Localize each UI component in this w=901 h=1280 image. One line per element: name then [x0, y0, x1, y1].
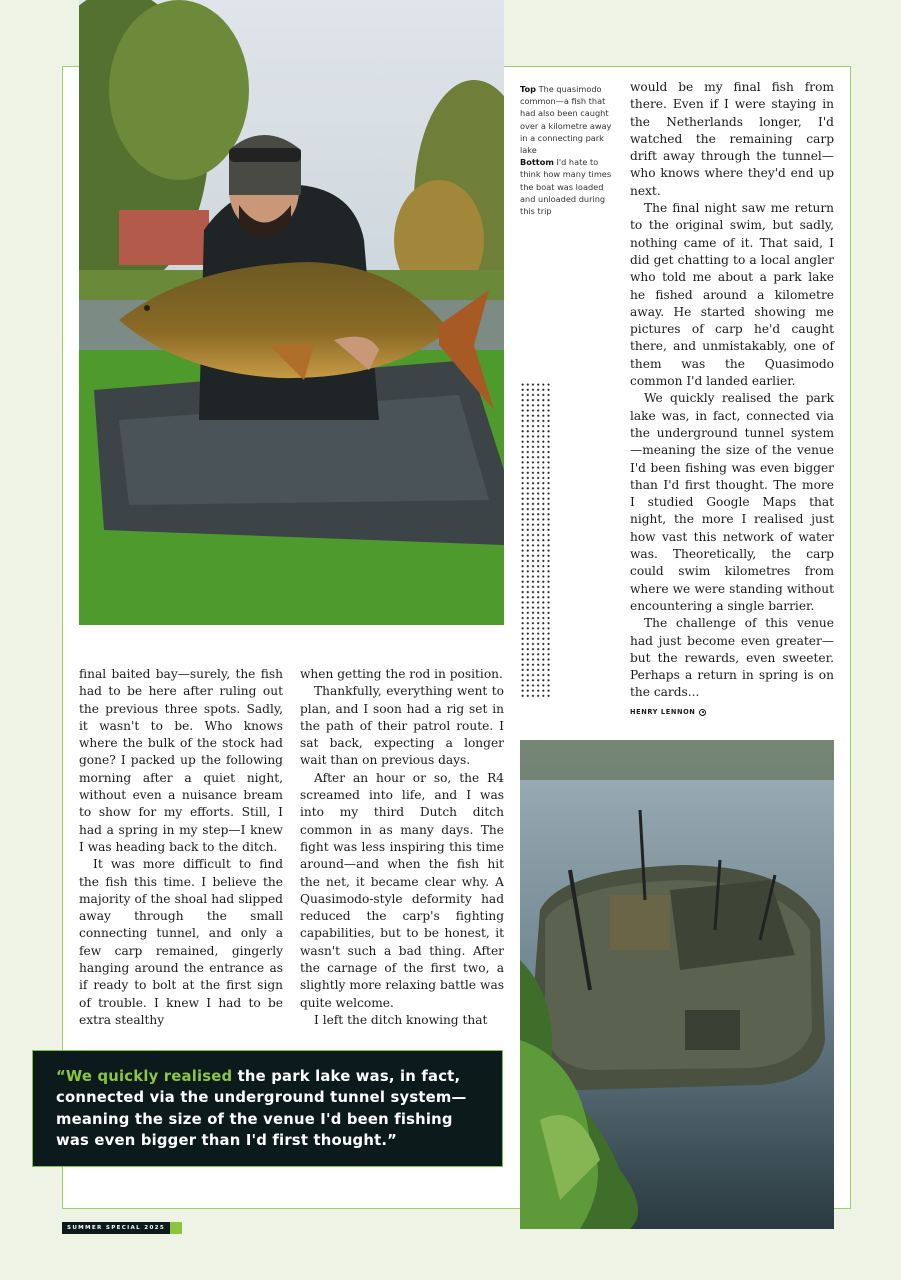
decorative-dot-grid: [520, 382, 552, 698]
photo-angler-with-carp: [79, 0, 504, 625]
issue-label: SUMMER SPECIAL 2025: [62, 1222, 170, 1234]
paragraph: The final night saw me return to the original swim, but sadly, nothing came of it. That said, I did get chatting to a local angler who told me about a park lake he fished around a kilometre away. He started showing me pictures of carp he'd caught there, and unmistakably, one of them was the Quasimodo common I'd landed earlier.: [630, 201, 834, 389]
caption-bottom-label: Bottom: [520, 157, 554, 168]
pull-quote: [32, 1050, 503, 1167]
caption-top-text: The quasimodo common—a fish that had also been caught over a kilometre away in a connecting park lake: [520, 84, 612, 156]
caption-bottom-text: I'd hate to think how many times the boat was loaded and unloaded during this trip: [520, 157, 612, 217]
pull-quote-text: the park lake was, in fact, connected via the underground tunnel system—meaning the size of the venue I'd been fishing was even bigger than I'd first thought.”: [56, 1068, 467, 1150]
photo-loaded-boat: [520, 740, 834, 1229]
article-column-3: [630, 79, 834, 721]
paragraph: when getting the rod in position.: [300, 667, 503, 681]
paragraph: The challenge of this venue had just become even greater—but the rewards, even sweeter. Perhaps a return in spring is on the cards...: [630, 616, 834, 700]
caption-top-label: Top: [520, 84, 536, 94]
end-mark-icon: [699, 709, 706, 716]
paragraph: I left the ditch knowing that: [314, 1012, 488, 1027]
paragraph: Thankfully, everything went to plan, and I soon had a rig set in the path of their patrol route. I sat back, expecting a longer wait than on previous days.: [300, 684, 504, 768]
pull-quote-highlight: “We quickly realised: [56, 1068, 233, 1085]
paragraph: After an hour or so, the R4 screamed into life, and I was into my third Dutch ditch common in as many days. The fight was less inspiring this time around—and when the fish hit the net, it became clear why. A Quasimodo-style deformity had reduced the carp's fighting capabilities, but to be honest, it wasn't such a bad thing. After the carnage of the first two, a slightly more relaxing battle was quite welcome.: [300, 770, 504, 1010]
accent-tab: [170, 1222, 182, 1234]
author-byline: [630, 704, 834, 721]
paragraph: would be my final fish from there. Even if I were staying in the Netherlands longer, I'd watched the remaining carp drift away through the tunnel—who knows where they'd end up next.: [630, 80, 834, 198]
article-column-2: [300, 666, 504, 1029]
author-name: HENRY LENNON: [630, 707, 696, 716]
page-footer: [62, 1222, 182, 1234]
paragraph: We quickly realised the park lake was, in fact, connected via the underground tunnel system—meaning the size of the venue I'd been fishing was even bigger than I'd first thought. The more I studied Google Maps that night, the more I realised just how vast this network of water was. Theoretically, the carp could swim kilometres from where we were standing without encountering a single barrier.: [630, 391, 834, 613]
paragraph: It was more difficult to find the fish this time. I believe the majority of the shoal had slipped away through the small connecting tunnel, and only a few carp remained, gingerly hanging around the entrance as if ready to bolt at the first sign of trouble. I knew I had to be extra stealthy: [79, 857, 283, 1027]
paragraph: final baited bay—surely, the fish had to be here after ruling out the previous three spots. Sadly, it wasn't to be. Who knows where the bulk of the stock had gone? I packed up the following morning after a quiet night, without even a nuisance bream to show for my efforts. Still, I had a spring in my step—I knew I was heading back to the ditch.: [79, 667, 283, 854]
photo-caption: [520, 83, 612, 217]
article-column-1: [79, 666, 283, 1029]
